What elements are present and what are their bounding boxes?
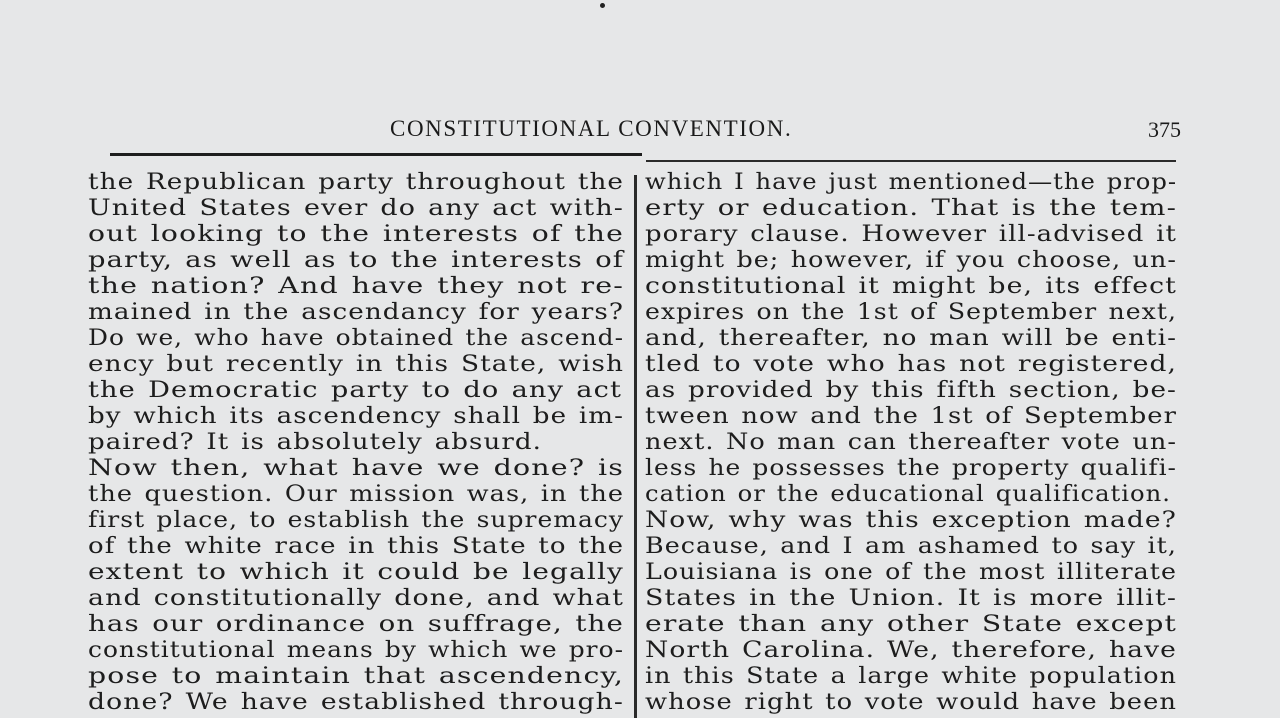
text-line: Do we, who have obtained the ascend- — [88, 326, 624, 351]
text-line: erty or education. That is the tem- — [645, 196, 1177, 221]
text-line: out looking to the interests of the — [88, 222, 625, 247]
text-line: Louisiana is one of the most illiterate — [645, 560, 1177, 585]
text-line: United States ever do any act with- — [88, 196, 625, 221]
text-line: Now, why was this exception made? — [645, 508, 1177, 533]
text-line: pose to maintain that ascendency, — [88, 664, 624, 689]
text-line: constitutional means by which we pro- — [88, 638, 624, 663]
text-line: as provided by this fifth section, be- — [645, 378, 1177, 403]
text-line: the Republican party throughout the — [88, 170, 625, 195]
header-rule-left — [110, 153, 642, 156]
page-number: 375 — [1148, 117, 1181, 142]
text-line: and constitutionally done, and what — [88, 586, 625, 611]
text-line: done? We have established through- — [88, 690, 624, 715]
text-line: whose right to vote would have been — [645, 690, 1178, 715]
text-line: less he possesses the property qualifi- — [645, 456, 1177, 481]
text-line: the nation? And have they not re- — [88, 274, 624, 299]
text-line: Because, and I am ashamed to say it, — [645, 534, 1178, 559]
text-line: States in the Union. It is more illit- — [645, 586, 1178, 611]
running-head: CONSTITUTIONAL CONVENTION. — [390, 116, 793, 141]
text-line: porary clause. However ill-advised it — [645, 222, 1178, 247]
left-text-column — [88, 170, 628, 716]
text-line: expires on the 1st of September next, — [645, 300, 1177, 325]
text-line: Now then, what have we done? is — [88, 456, 624, 481]
text-line: ency but recently in this State, wish — [88, 352, 625, 377]
text-line: cation or the educational qualification. — [645, 482, 1171, 507]
text-line: the question. Our mission was, in the — [88, 482, 625, 507]
text-line: erate than any other State except — [645, 612, 1178, 637]
text-line: paired? It is absolutely absurd. — [88, 430, 542, 455]
text-line: constitutional it might be, its effect — [645, 274, 1177, 299]
text-line: the Democratic party to do any act — [88, 378, 623, 403]
text-line: first place, to establish the supremacy — [88, 508, 625, 533]
text-line: extent to which it could be legally — [88, 560, 624, 585]
text-line: tled to vote who has not registered, — [645, 352, 1178, 377]
text-line: might be; however, if you choose, un- — [645, 248, 1178, 273]
text-line: has our ordinance on suffrage, the — [88, 612, 624, 637]
text-line: and, thereafter, no man will be enti- — [645, 326, 1178, 351]
text-line: of the white race in this State to the — [88, 534, 625, 559]
text-line: which I have just mentioned—the prop- — [645, 170, 1178, 195]
header-rule-right — [646, 160, 1176, 162]
text-line: next. No man can thereafter vote un- — [645, 430, 1178, 455]
text-line: North Carolina. We, therefore, have — [645, 638, 1177, 663]
text-line: by which its ascendency shall be im- — [88, 404, 624, 429]
right-text-column — [645, 170, 1185, 716]
text-line: tween now and the 1st of September — [645, 404, 1178, 429]
text-line: party, as well as to the interests of — [88, 248, 625, 273]
text-line: mained in the ascendancy for years? — [88, 300, 625, 325]
text-line: in this State a large white population — [645, 664, 1178, 689]
ink-speck — [600, 3, 605, 8]
